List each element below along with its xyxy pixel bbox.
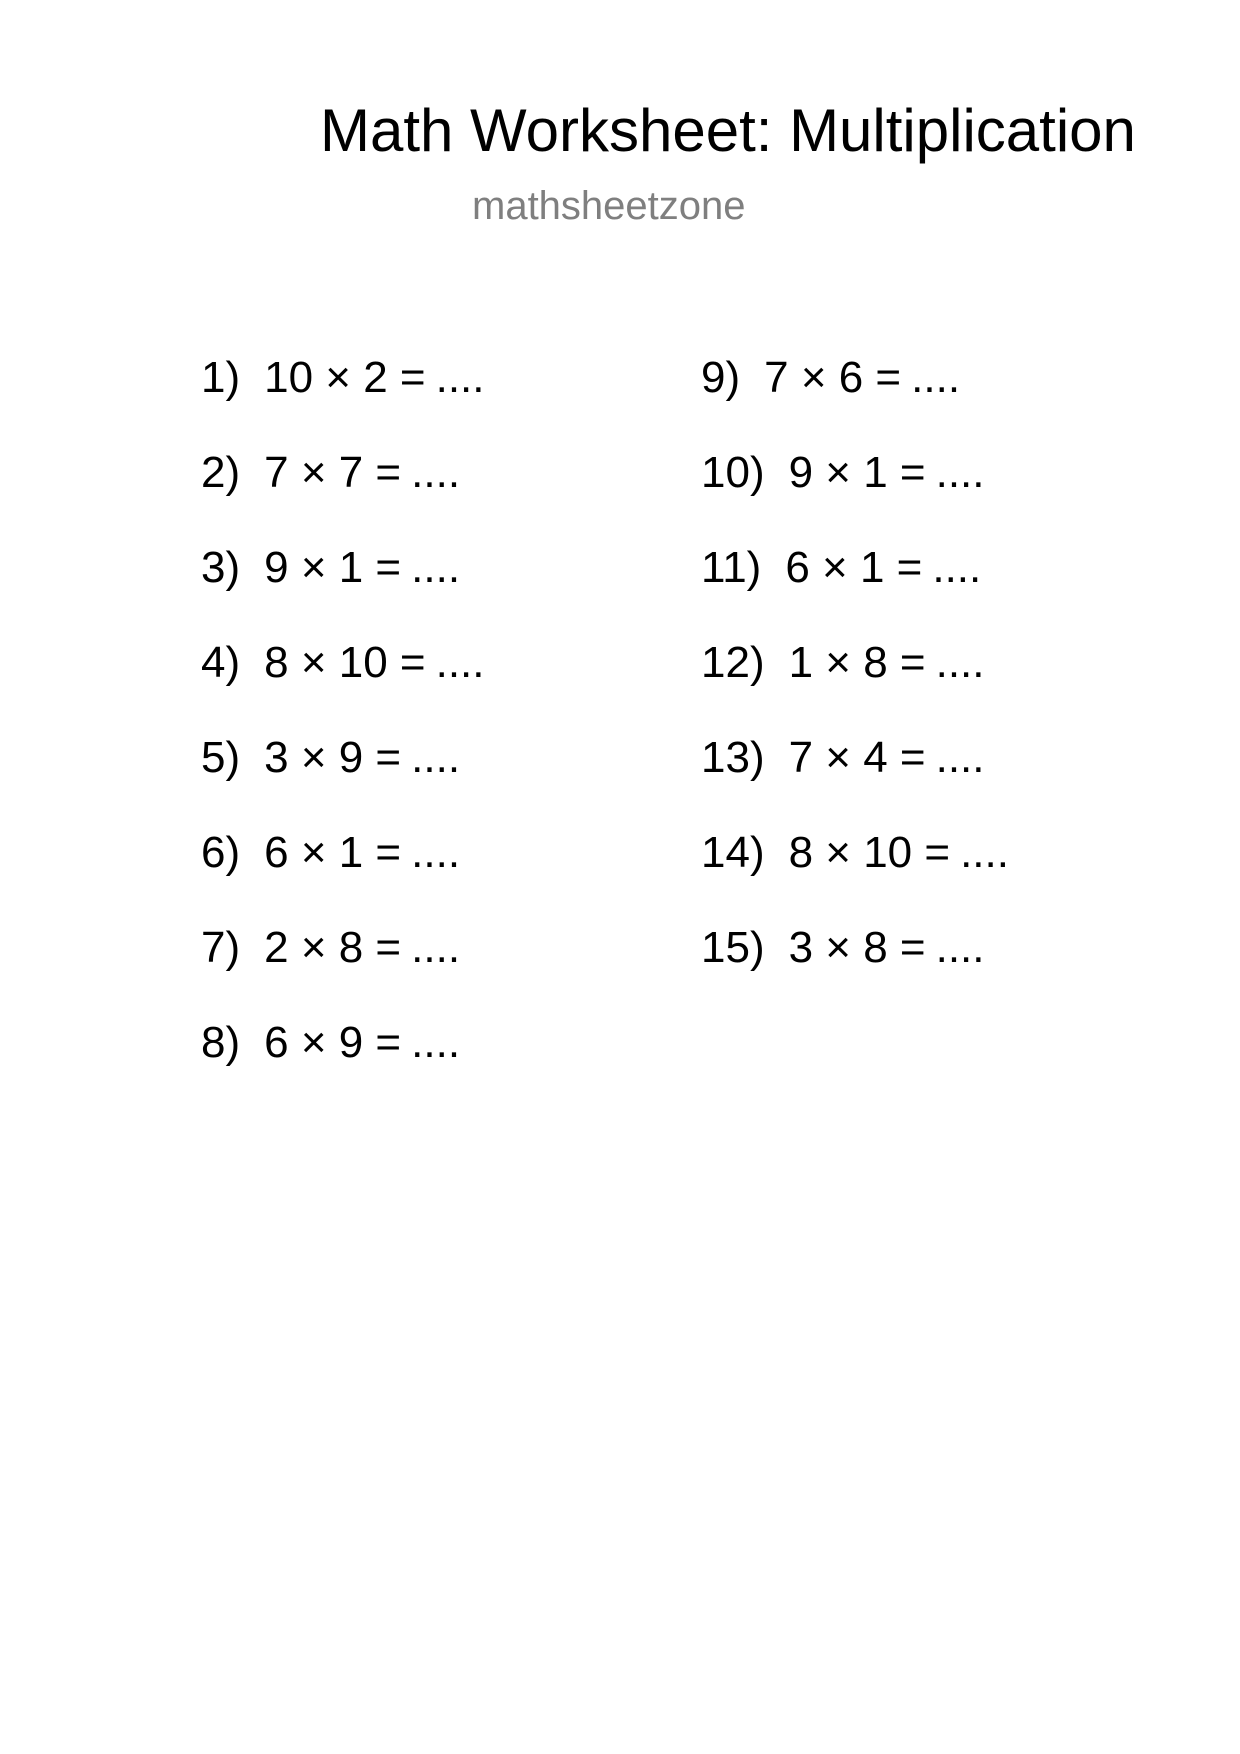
problem-expression: 7 × 6 = <box>764 353 902 402</box>
problem-expression: 9 × 1 = <box>264 543 402 592</box>
answer-blank: .... <box>435 353 485 402</box>
problem-expression: 2 × 8 = <box>264 923 402 972</box>
problem-item <box>201 348 485 443</box>
problem-item <box>701 728 1009 823</box>
problem-item <box>201 1013 485 1108</box>
problem-expression: 6 × 1 = <box>264 828 402 877</box>
answer-blank: .... <box>411 1018 461 1067</box>
problem-expression: 9 × 1 = <box>788 448 926 497</box>
problem-expression: 10 × 2 = <box>264 353 426 402</box>
problem-number: 12) <box>701 638 765 687</box>
answer-blank: .... <box>411 448 461 497</box>
problem-number: 1) <box>201 353 241 402</box>
problem-item <box>201 823 485 918</box>
answer-blank: .... <box>411 543 461 592</box>
problem-item <box>701 443 1009 538</box>
problem-number: 3) <box>201 543 241 592</box>
problem-expression: 8 × 10 = <box>264 638 426 687</box>
problem-number: 4) <box>201 638 241 687</box>
problem-number: 6) <box>201 828 241 877</box>
problem-item <box>701 918 1009 1013</box>
problem-column-right <box>701 348 1009 1013</box>
answer-blank: .... <box>411 733 461 782</box>
problem-number: 11) <box>701 543 762 592</box>
answer-blank: .... <box>960 828 1009 877</box>
answer-blank: .... <box>411 923 461 972</box>
problem-item <box>701 823 1009 918</box>
problem-item <box>201 538 485 633</box>
problem-number: 13) <box>701 733 765 782</box>
problem-item <box>701 348 1009 443</box>
answer-blank: .... <box>435 638 485 687</box>
problem-number: 8) <box>201 1018 241 1067</box>
answer-blank: .... <box>932 543 982 592</box>
page-title: Math Worksheet: Multiplication <box>320 97 1136 164</box>
source-name: mathsheetzone <box>472 184 746 228</box>
problem-item <box>201 443 485 538</box>
problem-column-left <box>201 348 485 1108</box>
problem-number: 7) <box>201 923 241 972</box>
problem-item <box>701 633 1009 728</box>
answer-blank: .... <box>935 448 985 497</box>
answer-blank: .... <box>911 353 961 402</box>
problem-item <box>701 538 1009 633</box>
problem-number: 14) <box>701 828 765 877</box>
problem-item <box>201 918 485 1013</box>
problem-expression: 8 × 10 = <box>788 828 951 877</box>
answer-blank: .... <box>935 923 985 972</box>
problem-expression: 6 × 9 = <box>264 1018 402 1067</box>
answer-blank: .... <box>935 733 985 782</box>
problem-expression: 7 × 7 = <box>264 448 402 497</box>
problem-number: 9) <box>701 353 741 402</box>
problem-number: 10) <box>701 448 765 497</box>
problem-item <box>201 633 485 728</box>
answer-blank: .... <box>411 828 461 877</box>
problem-number: 5) <box>201 733 241 782</box>
problem-expression: 3 × 8 = <box>788 923 926 972</box>
problem-expression: 6 × 1 = <box>785 543 923 592</box>
problem-expression: 1 × 8 = <box>788 638 926 687</box>
problem-item <box>201 728 485 823</box>
problem-number: 2) <box>201 448 241 497</box>
problem-expression: 3 × 9 = <box>264 733 402 782</box>
answer-blank: .... <box>935 638 985 687</box>
problem-expression: 7 × 4 = <box>788 733 926 782</box>
problem-number: 15) <box>701 923 765 972</box>
